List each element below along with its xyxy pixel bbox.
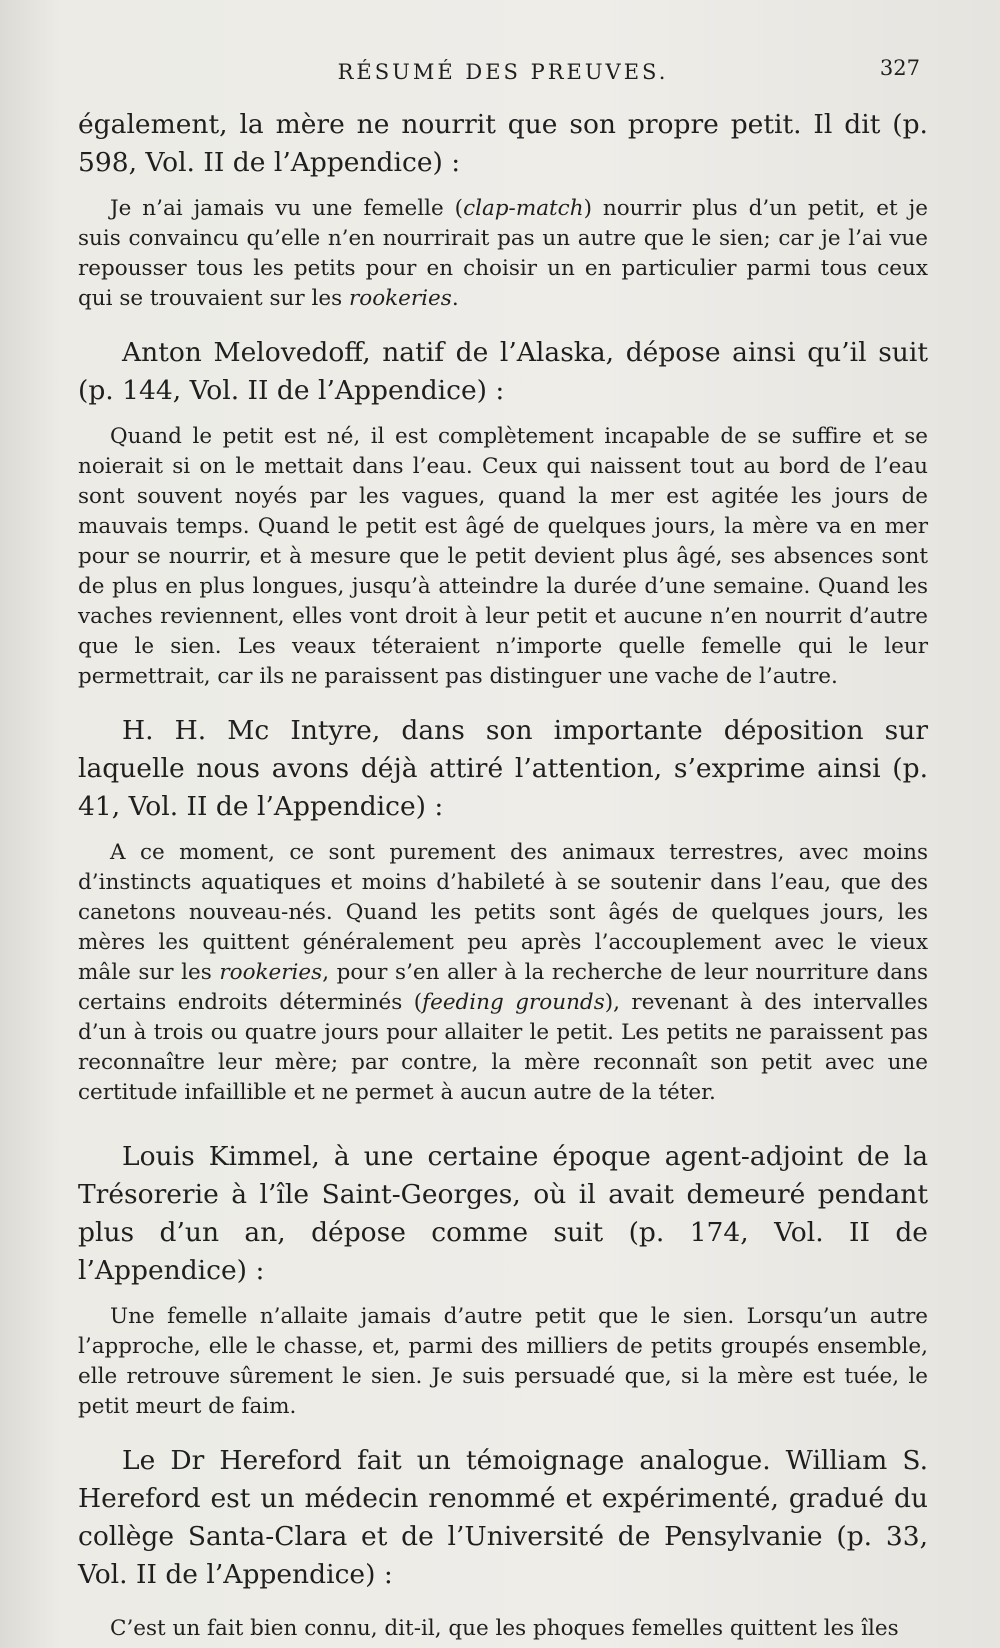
text-run: , pour s’en aller à la recherche de leur nourriture dans certains endroits déterminés ( [78,960,928,1015]
paragraph-1 [78,106,928,182]
page-text [78,106,928,1644]
paragraph-3 [78,712,928,826]
text-run: Je n’ai jamais vu une femelle ( [110,196,464,221]
text-run: Quand le petit est né, il est complètement incapable de se suffire et se noierait si on le mettait dans l’eau. Ceux qui naissent tout au bord de l’eau sont souvent noyés par les vagues, quand la mer est agitée les jours de mauvais temps. Quand le petit est âgé de quelques jours, la mère va en mer pour se nourrir, et à mesure que le petit devient plus âgé, ses absences sont de plus en plus longues, jusqu’à atteindre la durée d’une semaine. Quand les vaches reviennent, elles vont droit à leur petit et aucune n’en nourrit d’autre que le sien. Les veaux téteraient n’importe quelle femelle qui le leur permettrait, car ils ne paraissent pas distinguer une vache de l’autre. [78,424,928,689]
text-run: Louis Kimmel, à une certaine époque agent-adjoint de la Trésorerie à l’île Saint-Georges, où il avait demeuré pendant plus d’un an, dépose comme suit (p. 174, Vol. II de l’Appendice) : [78,1141,928,1286]
page-header [78,50,928,94]
quotation-1 [78,194,928,314]
text-run: A ce moment, ce sont purement des animaux terrestres, avec moins d’instincts aquatiques et moins d’habileté à se soutenir dans l’eau, que des canetons nouveau-nés. Quand les petits sont âgés de quelques jours, les mères les quittent généralement peu après l’accouplement avec le vieux mâle sur les [78,840,928,985]
quotation-4 [78,1302,928,1422]
page-number: 327 [879,56,920,80]
italic-term: rookeries [348,286,452,311]
quotation-3 [78,838,928,1108]
paragraph-2 [78,334,928,410]
italic-term: clap-match [463,196,584,221]
running-title: RÉSUMÉ DES PREUVES. [337,60,669,84]
text-run: ) nourrir plus d’un petit, et je suis convaincu qu’elle n’en nourrirait pas un autre que le sien; car je l’ai vue repousser tous les petits pour en choisir un en particulier parmi tous ceux qui se trouvaient sur les [78,196,929,311]
quotation-2 [78,422,928,692]
text-run: Le Dr Hereford fait un témoignage analogue. William S. Hereford est un médecin renommé et expérimenté, gradué du collège Santa-Clara et de l’Université de Pensylvanie (p. 33, Vol. II de l’Appendice) : [78,1445,928,1590]
text-run: H. H. Mc Intyre, dans son importante déposition sur laquelle nous avons déjà attiré l’attention, s’exprime ainsi (p. 41, Vol. II de l’Appendice) : [78,715,928,822]
text-run: . [451,286,459,311]
italic-term: rookeries [219,960,323,985]
text-run: C’est un fait bien connu, dit-il, que les phoques femelles quittent les îles [110,1616,899,1641]
paragraph-5 [78,1442,928,1594]
text-run: Anton Melovedoff, natif de l’Alaska, dépose ainsi qu’il suit (p. 144, Vol. II de l’Appendice) : [78,337,928,406]
paragraph-4 [78,1138,928,1290]
text-run: ), revenant à des intervalles d’un à trois ou quatre jours pour allaiter le petit. Les petits ne paraissent pas reconnaître leur mère; par contre, la mère reconnaît son petit avec une certitude infaillible et ne permet à aucun autre de la téter. [78,990,929,1105]
italic-term: feeding grounds [422,990,605,1015]
text-run: Une femelle n’allaite jamais d’autre petit que le sien. Lorsqu’un autre l’approche, elle le chasse, et, parmi des milliers de petits groupés ensemble, elle retrouve sûrement le sien. Je suis persuadé que, si la mère est tuée, le petit meurt de faim. [78,1304,928,1419]
quotation-5 [78,1614,928,1644]
text-run: également, la mère ne nourrit que son propre petit. Il dit (p. 598, Vol. II de l’Appendice) : [78,109,928,178]
